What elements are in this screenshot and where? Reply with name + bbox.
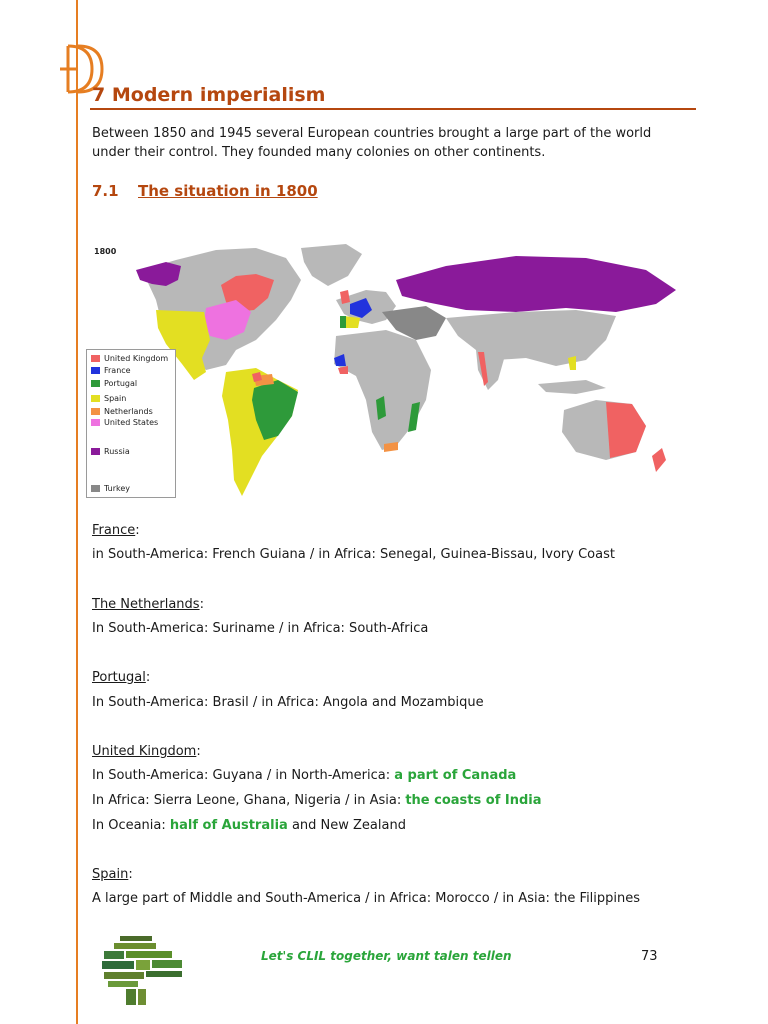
world-map-graphic	[86, 240, 698, 496]
footer-slogan: Let's CLIL together, want talen tellen	[261, 949, 512, 963]
uk-text-line3: In Oceania: half of Australia and New Zealand	[92, 818, 406, 833]
netherlands-text: In South-America: Suriname / in Africa: South-Africa	[92, 621, 429, 636]
portugal-shape	[340, 316, 346, 328]
legend-item-netherlands: Netherlands	[91, 407, 153, 417]
margin-line	[76, 0, 78, 1024]
word-cloud-logo	[98, 934, 190, 1006]
spain-heading: Spain:	[92, 867, 133, 882]
legend-item-spain: Spain	[91, 394, 126, 404]
uk-text-line1: In South-America: Guyana / in North-America: a part of Canada	[92, 768, 517, 783]
legend-item-portugal: Portugal	[91, 379, 137, 389]
netherlands-heading: The Netherlands:	[92, 597, 204, 612]
portugal-text: In South-America: Brasil / in Africa: Angola and Mozambique	[92, 695, 484, 710]
chapter-title: 7 Modern imperialism	[92, 84, 326, 106]
philippines-shape	[568, 356, 576, 370]
asia-shape	[446, 310, 616, 366]
east-indies-shape	[538, 380, 606, 394]
france-heading: France:	[92, 523, 140, 538]
map-legend	[86, 349, 176, 498]
france-text: in South-America: French Guiana / in Africa: Senegal, Guinea-Bissau, Ivory Coast	[92, 547, 615, 562]
section-heading: 7.1 The situation in 1800	[92, 182, 318, 200]
new-zealand-shape	[652, 448, 666, 472]
legend-item-united-states: United States	[91, 418, 158, 428]
legend-item-russia: Russia	[91, 447, 130, 457]
intro-paragraph: Between 1850 and 1945 several European countries brought a large part of the world under their control. They founded many colonies on other continents.	[92, 126, 652, 160]
world-map	[86, 240, 698, 496]
legend-item-france: France	[91, 366, 131, 376]
greenland-shape	[301, 244, 362, 286]
portugal-heading: Portugal:	[92, 670, 151, 685]
spain-text: A large part of Middle and South-America / in Africa: Morocco / in Asia: the Filippines	[92, 891, 641, 906]
page-number: 73	[641, 949, 658, 964]
legend-item-turkey: Turkey	[91, 484, 130, 494]
map-year-label: 1800	[94, 247, 117, 256]
legend-item-united-kingdom: United Kingdom	[91, 354, 168, 364]
uk-text-line2: In Africa: Sierra Leone, Ghana, Nigeria / in Asia: the coasts of India	[92, 793, 542, 808]
uk-heading: United Kingdom:	[92, 744, 201, 759]
title-rule	[90, 108, 696, 110]
british-australia-shape	[606, 402, 646, 458]
russia-shape	[396, 256, 676, 312]
africa-shape	[334, 330, 431, 450]
spain-shape	[344, 316, 360, 328]
sierra-leone-shape	[338, 366, 348, 374]
